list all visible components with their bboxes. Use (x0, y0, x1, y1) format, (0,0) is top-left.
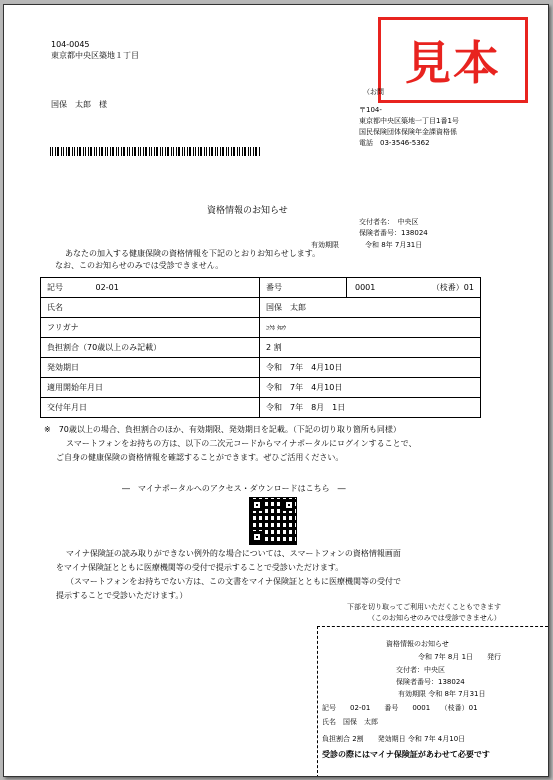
table-row (41, 398, 481, 418)
qr-finder (283, 499, 295, 511)
intro-line-2: なお、このお知らせのみでは受診できません。 (55, 261, 224, 270)
row-label: 負担割合（70歳以上のみ記載） (41, 338, 260, 358)
row-value: 令和 7年 4月10日 (260, 358, 481, 378)
insurer-number: 保険者番号：138024 (359, 229, 428, 237)
row-value: 令和 7年 4月10日 (260, 378, 481, 398)
symbol-label: 記号 (47, 283, 63, 292)
note-line-3: ご自身の健康保険の資格情報を確認することができます。ぜひご活用ください。 (56, 453, 344, 462)
row-label: 発効期日 (41, 358, 260, 378)
sender-address: 東京都中央区築地一丁目1番1号 (359, 117, 459, 125)
slip-validity: 有効期限 令和 8年 7月31日 (398, 690, 486, 698)
body-line-2: をマイナ保険証とともに医療機関等の受付で提示することで受診いただけます。 (56, 563, 344, 572)
body-line-1: マイナ保険証の読み取りができない例外的な場合については、スマートフォンの資格情報画面 (66, 549, 401, 558)
notice-title: 資格情報のお知らせ (207, 206, 288, 216)
portal-heading: ― マイナポータルへのアクセス・ダウンロードはこちら ― (122, 484, 346, 493)
slip-issued: 令和 7年 8月 1日 発行 (418, 653, 502, 661)
row-value: 2 割 (260, 338, 481, 358)
sample-stamp: 見本 (378, 17, 528, 103)
intro-line-1: あなたの加入する健康保険の資格情報を下記のとおりお知らせします。 (65, 249, 321, 258)
cut-note-line-1: 下部を切り取ってご利用いただくこともできます (347, 603, 501, 611)
row-label: 氏名 (41, 298, 260, 318)
table-row (41, 278, 481, 298)
number-cell (260, 278, 481, 298)
slip-title: 資格情報のお知らせ (386, 640, 449, 648)
qualification-table (40, 277, 481, 418)
row-label: 適用開始年月日 (41, 378, 260, 398)
postal-code: 104-0045 (51, 40, 90, 49)
note-line-2: スマートフォンをお持ちの方は、以下の二次元コードからマイナポータルにログインすることで、 (66, 439, 417, 448)
table-row (41, 298, 481, 318)
slip-insurer-number: 保険者番号：138024 (396, 678, 465, 686)
sender-org: 国民保険団体保険年金課資格係 (359, 128, 457, 136)
number-value: 0001 (355, 283, 376, 292)
row-value: 国保 太郎 (260, 298, 481, 318)
number-label: 番号 (260, 278, 347, 297)
table-row (41, 358, 481, 378)
validity-label: 有効期限 (311, 241, 339, 249)
slip-symbol-row: 記号 02-01 番号 0001 （枝番）01 (322, 704, 478, 712)
sender-contact-label: （お問 (363, 88, 384, 96)
recipient-address: 東京都中央区築地１丁目 (51, 51, 139, 60)
row-value: 令和 7年 8月 1日 (260, 398, 481, 418)
table-row (41, 318, 481, 338)
customer-barcode (50, 147, 260, 156)
sender-postal: 〒104- (359, 106, 382, 114)
document-page (3, 4, 549, 777)
body-line-3: （スマートフォンをお持ちでない方は、この文書をマイナ保険証とともに医療機関等の受付で (66, 577, 401, 586)
qr-finder (251, 499, 263, 511)
slip-issuer: 交付者：中央区 (396, 666, 445, 674)
row-value: ｺｸﾎ ﾀﾛｳ (260, 318, 481, 338)
cut-out-slip (317, 626, 548, 777)
table-row (41, 338, 481, 358)
qr-code[interactable] (249, 497, 297, 545)
symbol-value: 02-01 (95, 283, 119, 292)
table-row (41, 378, 481, 398)
branch-number: （枝番）01 (431, 283, 474, 292)
validity-date: 令和 8年 7月31日 (365, 241, 423, 249)
cut-note-line-2: （このお知らせのみでは受診できません） (368, 614, 501, 622)
symbol-cell (41, 278, 260, 298)
body-line-4: 提示することで受診いただけます。） (56, 591, 188, 600)
issuer-name: 交付者名： 中央区 (359, 218, 419, 226)
note-line-1: ※ 70歳以上の場合、負担割合のほか、有効期限、発効期日を記載。（下記の切り取り箇所も同様） (44, 425, 401, 434)
slip-footer: 受診の際にはマイナ保険証があわせて必要です (322, 750, 490, 759)
slip-name-row: 氏名 国保 太郎 (322, 718, 378, 726)
recipient-name: 国保 太郎 様 (51, 100, 107, 109)
qr-finder (251, 531, 263, 543)
row-label: フリガナ (41, 318, 260, 338)
slip-burden-row: 負担割合 2割 発効期日 令和 7年 4月10日 (322, 735, 466, 743)
row-label: 交付年月日 (41, 398, 260, 418)
sender-phone: 電話 03-3546-5362 (359, 139, 430, 147)
